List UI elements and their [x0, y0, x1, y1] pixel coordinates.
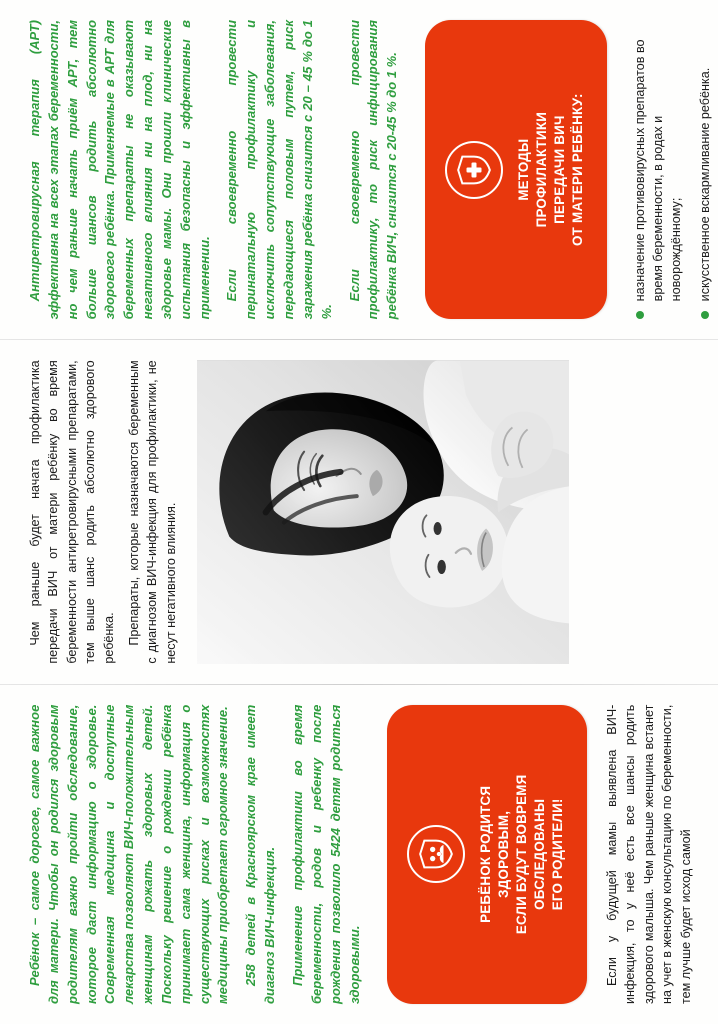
- callout-line-2: ЗДОРОВЫМ,: [496, 810, 512, 898]
- left-intro-text: [26, 705, 373, 1004]
- callout-line-2: ПРОФИЛАКТИКИ: [533, 111, 549, 228]
- left-paragraph-3: Применение профилактики во время беременности, родов и ребенку после рождения позволило 5424 детям родиться здоровыми.: [289, 704, 362, 1004]
- family-shield-icon: [407, 825, 465, 883]
- left-bottom-text: [603, 705, 702, 1004]
- bullet-dot-icon: [701, 311, 709, 319]
- callout-line-4: ОТ МАТЕРИ РЕБЁНКУ:: [569, 93, 585, 246]
- left-paragraph-2: 258 детей в Красноярском крае имеет диагноз ВИЧ-инфекция.: [243, 704, 278, 1004]
- panel-left: [0, 685, 718, 1024]
- list-item: [631, 20, 686, 319]
- list-item: [696, 20, 714, 319]
- callout-line-3: ПЕРЕДАЧИ ВИЧ: [551, 115, 567, 224]
- bullet-text: назначение противовирусных препаратов во время беременности, в родах и новорождённому;: [632, 39, 684, 302]
- right-paragraph-2: Если своевременно провести перинатальную профилактику и исключить сопутствующие заболевания, передающиеся половым путем, риск заражения ребёнка снизится с 20 – 45 % до 1 %.: [224, 19, 334, 320]
- right-paragraph-1: Антиретровирусная терапия (АРТ) эффективна на всех этапах беременности, но чем раньше начать приём АРТ, тем больше шансов родить абсолютно здорового ребёнка. Применяемые в АРТ для беременных препараты не оказывают негативного влияния ни на плод, ни на здоровье мамы. Они прошли клинические испытания безопасны и эффективны в применении.: [27, 19, 212, 320]
- center-paragraph-1: Чем раньше будет начата профилактика передачи ВИЧ от матери ребёнку во время беременности антиретровирусными препаратами, тем выше шанс родить абсолютно здорового ребёнка.: [28, 360, 116, 664]
- callout-line-4: ОБСЛЕДОВАНЫ: [532, 798, 548, 910]
- callout-line-3: ЕСЛИ БУДУТ ВОВРЕМЯ: [514, 774, 530, 935]
- callout-line-1: РЕБЁНОК РОДИТСЯ: [478, 785, 494, 923]
- callout-healthy-child: [387, 705, 587, 1004]
- left-paragraph-1: Ребёнок – самое дорогое, самое важное для матери. Чтобы он родился здоровым родителям важно пройти обследование, которое даст информацию о здоровье. Современная медицина и доступные лекарства позволяют ВИЧ-положительным женщинам рожать здоровых детей. Поскольку решение о рождении ребёнка принимает сама женщина, информация о существующих рисках и возможностях медицины приобретает огромное значение.: [27, 704, 231, 1004]
- center-paragraph-2: Препараты, которые назначаются беременным с диагнозом ВИЧ-инфекция для профилактики, не несут негативного влияния.: [126, 360, 178, 664]
- callout-prevention-methods: [425, 20, 607, 319]
- shield-cross-icon: [445, 141, 503, 199]
- panel-center: [0, 340, 718, 683]
- bullet-text: искусственное вскармливание ребёнка.: [697, 67, 712, 302]
- mother-kissing-baby-photo: [197, 360, 569, 663]
- callout-line-1: МЕТОДЫ: [516, 138, 532, 201]
- right-paragraph-3: Если своевременно провести профилактику, то риск инфицирования ребёнка ВИЧ, снизится с 20-45 % до 1 %.: [346, 19, 400, 320]
- center-text: [26, 360, 187, 663]
- bullet-dot-icon: [636, 311, 644, 319]
- left-bottom-paragraph: Если у будущей мамы выявлена ВИЧ-инфекция, то у неё есть все шансы родить здорового малыша. Чем раньше женщина встанет на учет в женскую консультацию по беременности, тем лучше будет исход самой: [605, 704, 693, 1004]
- panel-right: [0, 0, 718, 339]
- callout-line-5: ЕГО РОДИТЕЛИ!: [550, 798, 566, 911]
- right-text: [26, 20, 411, 319]
- prevention-methods-list: [631, 20, 718, 319]
